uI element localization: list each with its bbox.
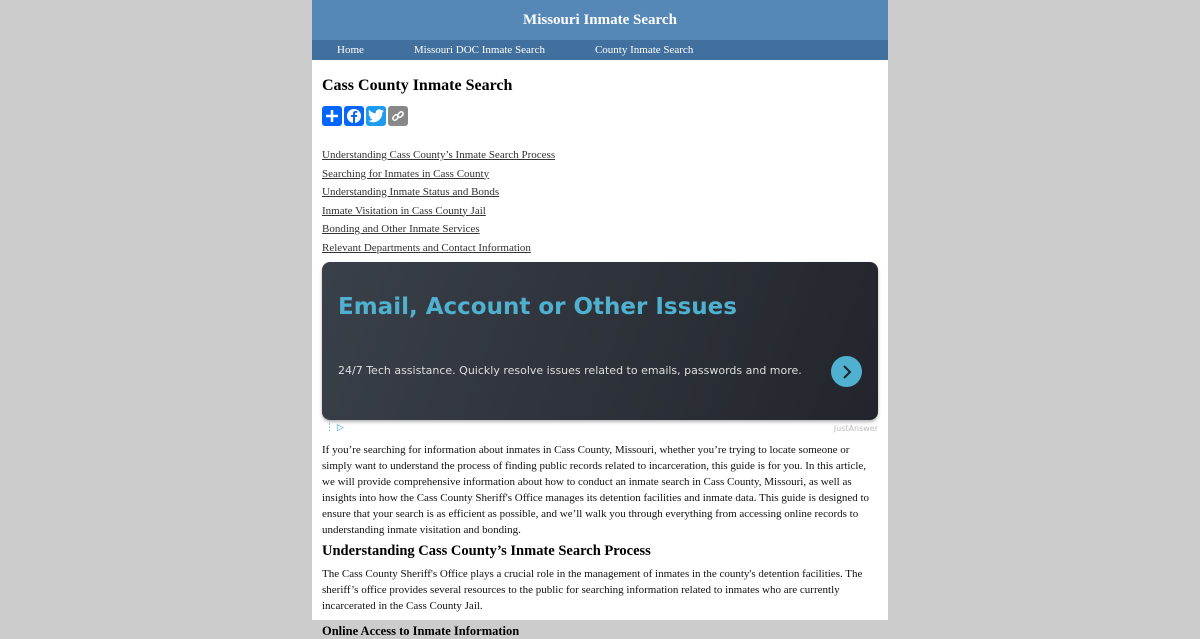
table-of-contents bbox=[322, 146, 878, 257]
copy-link-icon[interactable] bbox=[388, 106, 408, 126]
chevron-right-icon bbox=[841, 365, 853, 379]
page-title: Cass County Inmate Search bbox=[322, 77, 513, 94]
site-header bbox=[312, 0, 888, 40]
toc-link[interactable]: Understanding Inmate Status and Bonds bbox=[322, 186, 500, 198]
page bbox=[312, 0, 888, 638]
intro-paragraph: If you’re searching for information about inmates in Cass County, Missouri, whether you’re trying to locate someone or simply want to understand the process of finding public records related to incarceration, this guide is for you. In this article, we will provide comprehensive information about how to conduct an inmate search in Cass County, Missouri, as well as insights into how the Cass County Sheriff's Office manages its detention facilities and inmate data. This guide is designed to ensure that your search is as efficient as possible, and we’ll walk you through everything from accessing online records to understanding inmate visitation and bonding. bbox=[322, 444, 870, 536]
section-subheading: Online Access to Inmate Information bbox=[322, 624, 520, 638]
toc-link[interactable]: Searching for Inmates in Cass County bbox=[322, 167, 490, 180]
advertisement[interactable] bbox=[322, 262, 878, 420]
twitter-icon[interactable] bbox=[366, 106, 386, 126]
ad-description: 24/7 Tech assistance. Quickly resolve issues related to emails, passwords and more. bbox=[338, 364, 802, 377]
ad-title[interactable]: Email, Account or Other Issues bbox=[338, 294, 737, 320]
section-paragraph: The Cass County Sheriff's Office plays a crucial role in the management of inmates in the county's detention facilities. The sheriff’s office provides several resources to the public for searching information related to inmates who are currently incarcerated in the Cass County Jail. bbox=[322, 568, 863, 612]
nav-county[interactable]: County Inmate Search bbox=[594, 44, 694, 56]
site-title[interactable]: Missouri Inmate Search bbox=[523, 12, 677, 28]
toc-link[interactable]: Relevant Departments and Contact Information bbox=[322, 241, 531, 254]
toc-link[interactable]: Bonding and Other Inmate Services bbox=[322, 223, 480, 235]
facebook-icon[interactable] bbox=[344, 106, 364, 126]
section-heading: Understanding Cass County’s Inmate Search Process bbox=[322, 543, 651, 559]
adchoices-icon[interactable]: ⋮ ▷ bbox=[325, 423, 344, 433]
main-nav bbox=[312, 40, 888, 60]
share-buttons bbox=[322, 106, 878, 126]
ad-footer bbox=[322, 420, 878, 438]
nav-missouri-doc[interactable]: Missouri DOC Inmate Search bbox=[413, 44, 545, 56]
ad-advertiser[interactable]: JustAnswer bbox=[833, 424, 878, 433]
ad-next-button[interactable] bbox=[831, 356, 862, 387]
toc-link[interactable]: Understanding Cass County’s Inmate Search Process bbox=[322, 149, 556, 161]
toc-link[interactable]: Inmate Visitation in Cass County Jail bbox=[322, 204, 486, 217]
plus-icon[interactable] bbox=[322, 106, 342, 126]
nav-home[interactable]: Home bbox=[337, 44, 364, 56]
